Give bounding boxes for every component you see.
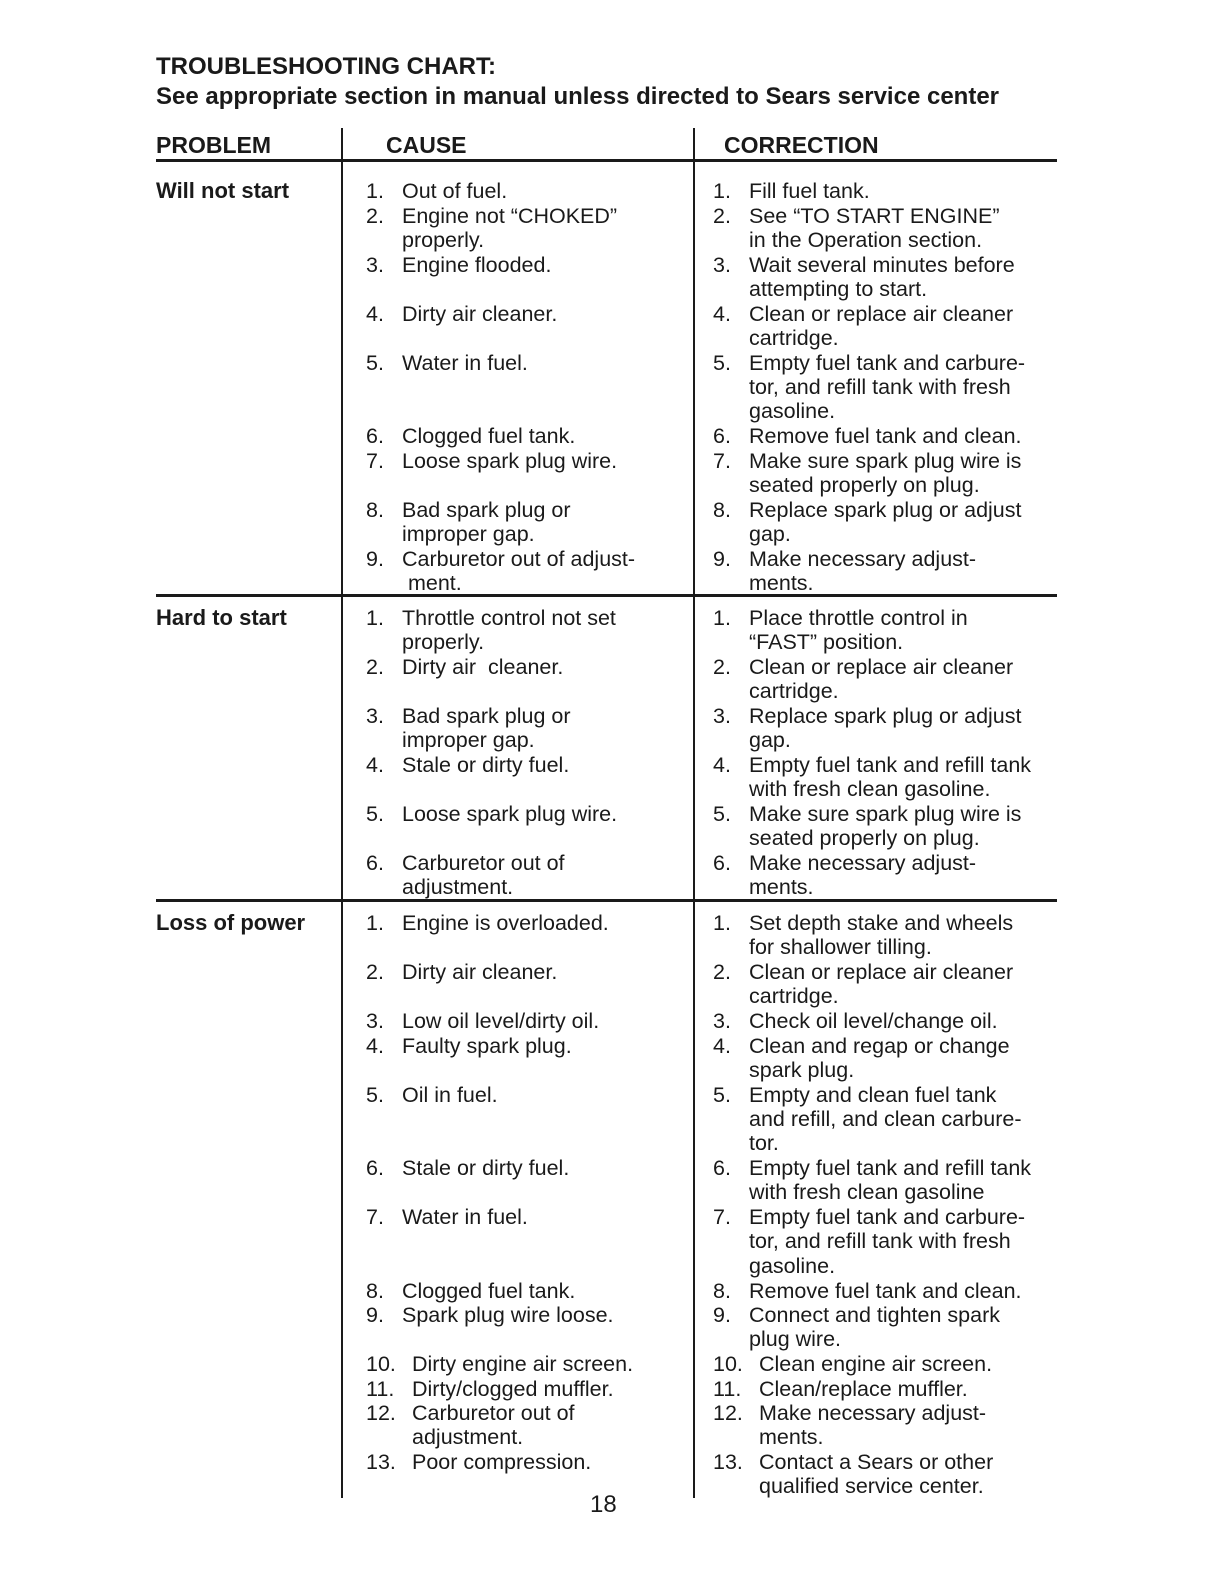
list-item: 11. Dirty/clogged muffler.	[366, 1376, 614, 1401]
list-item: 1. Engine is overloaded.	[366, 911, 609, 935]
list-item: 4. Dirty air cleaner.	[366, 301, 558, 326]
problem-label: Hard to start	[156, 605, 287, 630]
list-item: 10. Clean engine air screen.	[713, 1352, 993, 1376]
header-rule	[156, 159, 1057, 162]
list-item: 9. Spark plug wire loose.	[366, 1303, 614, 1327]
list-item: 8. Replace spark plug or adjust gap.	[713, 497, 1022, 546]
list-item: 8. Remove fuel tank and clean.	[713, 1278, 1022, 1303]
list-item: 5. Loose spark plug wire.	[366, 802, 618, 826]
list-item: 13. Poor compression.	[366, 1450, 592, 1474]
list-item: 8. Bad spark plug or improper gap.	[366, 497, 571, 546]
list-item: 5. Empty and clean fuel tank and refill, and clean carbure- tor.	[713, 1082, 1022, 1156]
list-item: 4. Faulty spark plug.	[366, 1033, 572, 1058]
header-cause: CAUSE	[386, 132, 467, 158]
list-item: 4. Empty fuel tank and refill tank with fresh clean gasoline.	[713, 753, 1032, 802]
list-item: 7. Empty fuel tank and carbure- tor, and refill tank with fresh gasoline.	[713, 1205, 1026, 1278]
list-item: 1. Set depth stake and wheels for shallower tilling.	[713, 911, 1014, 960]
list-item: 3. Engine flooded.	[366, 252, 552, 277]
list-item: 2. See “TO START ENGINE” in the Operation section.	[713, 203, 1000, 252]
list-item: 7. Loose spark plug wire.	[366, 448, 618, 473]
list-item: 12. Make necessary adjust- ments.	[713, 1401, 987, 1450]
list-item: 12. Carburetor out of adjustment.	[366, 1401, 575, 1450]
list-item: 6. Remove fuel tank and clean.	[713, 424, 1022, 448]
list-item: 6. Clogged fuel tank.	[366, 424, 576, 448]
list-item: 5. Make sure spark plug wire is seated properly on plug.	[713, 802, 1022, 851]
column-divider-1	[341, 128, 343, 1498]
list-item: 2. Dirty air cleaner.	[366, 960, 558, 984]
list-item: 6. Carburetor out of adjustment.	[366, 851, 565, 900]
list-item: 6. Make necessary adjust- ments.	[713, 851, 977, 900]
list-item: 9. Make necessary adjust- ments.	[713, 546, 977, 595]
list-item: 4. Stale or dirty fuel.	[366, 753, 570, 777]
list-item: 7. Make sure spark plug wire is seated properly on plug.	[713, 448, 1022, 497]
list-item: 1. Fill fuel tank.	[713, 179, 870, 203]
header-problem: PROBLEM	[156, 132, 271, 158]
chart-title: TROUBLESHOOTING CHART:	[156, 53, 496, 80]
column-divider-2	[693, 128, 695, 1498]
chart-subtitle: See appropriate section in manual unless directed to Sears service center	[156, 83, 999, 110]
list-item: 8. Clogged fuel tank.	[366, 1278, 576, 1303]
list-item: 2. Clean or replace air cleaner cartridge.	[713, 655, 1014, 704]
list-item: 7. Water in fuel.	[366, 1205, 528, 1229]
page-number: 18	[590, 1491, 617, 1518]
list-item: 1. Out of fuel.	[366, 179, 508, 203]
list-item: 3. Low oil level/dirty oil.	[366, 1009, 600, 1033]
list-item: 9. Carburetor out of adjust- ment.	[366, 546, 636, 595]
problem-label: Will not start	[156, 178, 290, 203]
list-item: 4. Clean or replace air cleaner cartridge.	[713, 301, 1014, 350]
list-item: 13. Contact a Sears or other qualified service center.	[713, 1450, 994, 1499]
list-item: 9. Connect and tighten spark plug wire.	[713, 1303, 1000, 1352]
table-header	[0, 130, 1225, 160]
list-item: 3. Bad spark plug or improper gap.	[366, 704, 571, 753]
list-item: 1. Place throttle control in “FAST” position.	[713, 606, 968, 655]
list-item: 2. Engine not “CHOKED” properly.	[366, 203, 618, 252]
list-item: 3. Wait several minutes before attempting to start.	[713, 252, 1015, 301]
list-item: 5. Water in fuel.	[366, 350, 528, 375]
list-item: 6. Empty fuel tank and refill tank with fresh clean gasoline	[713, 1156, 1032, 1205]
list-item: 3. Check oil level/change oil.	[713, 1009, 998, 1033]
list-item: 3. Replace spark plug or adjust gap.	[713, 704, 1022, 753]
header-correction: CORRECTION	[724, 132, 879, 158]
list-item: 5. Oil in fuel.	[366, 1082, 498, 1107]
list-item: 1. Throttle control not set properly.	[366, 606, 616, 655]
list-item: 6. Stale or dirty fuel.	[366, 1156, 570, 1180]
list-item: 2. Dirty air cleaner.	[366, 655, 564, 679]
list-item: 5. Empty fuel tank and carbure- tor, and refill tank with fresh gasoline.	[713, 350, 1026, 424]
problem-label: Loss of power	[156, 910, 306, 935]
list-item: 4. Clean and regap or change spark plug.	[713, 1033, 1010, 1082]
list-item: 2. Clean or replace air cleaner cartridge.	[713, 960, 1014, 1009]
list-item: 11. Clean/replace muffler.	[713, 1376, 968, 1401]
list-item: 10. Dirty engine air screen.	[366, 1352, 634, 1376]
